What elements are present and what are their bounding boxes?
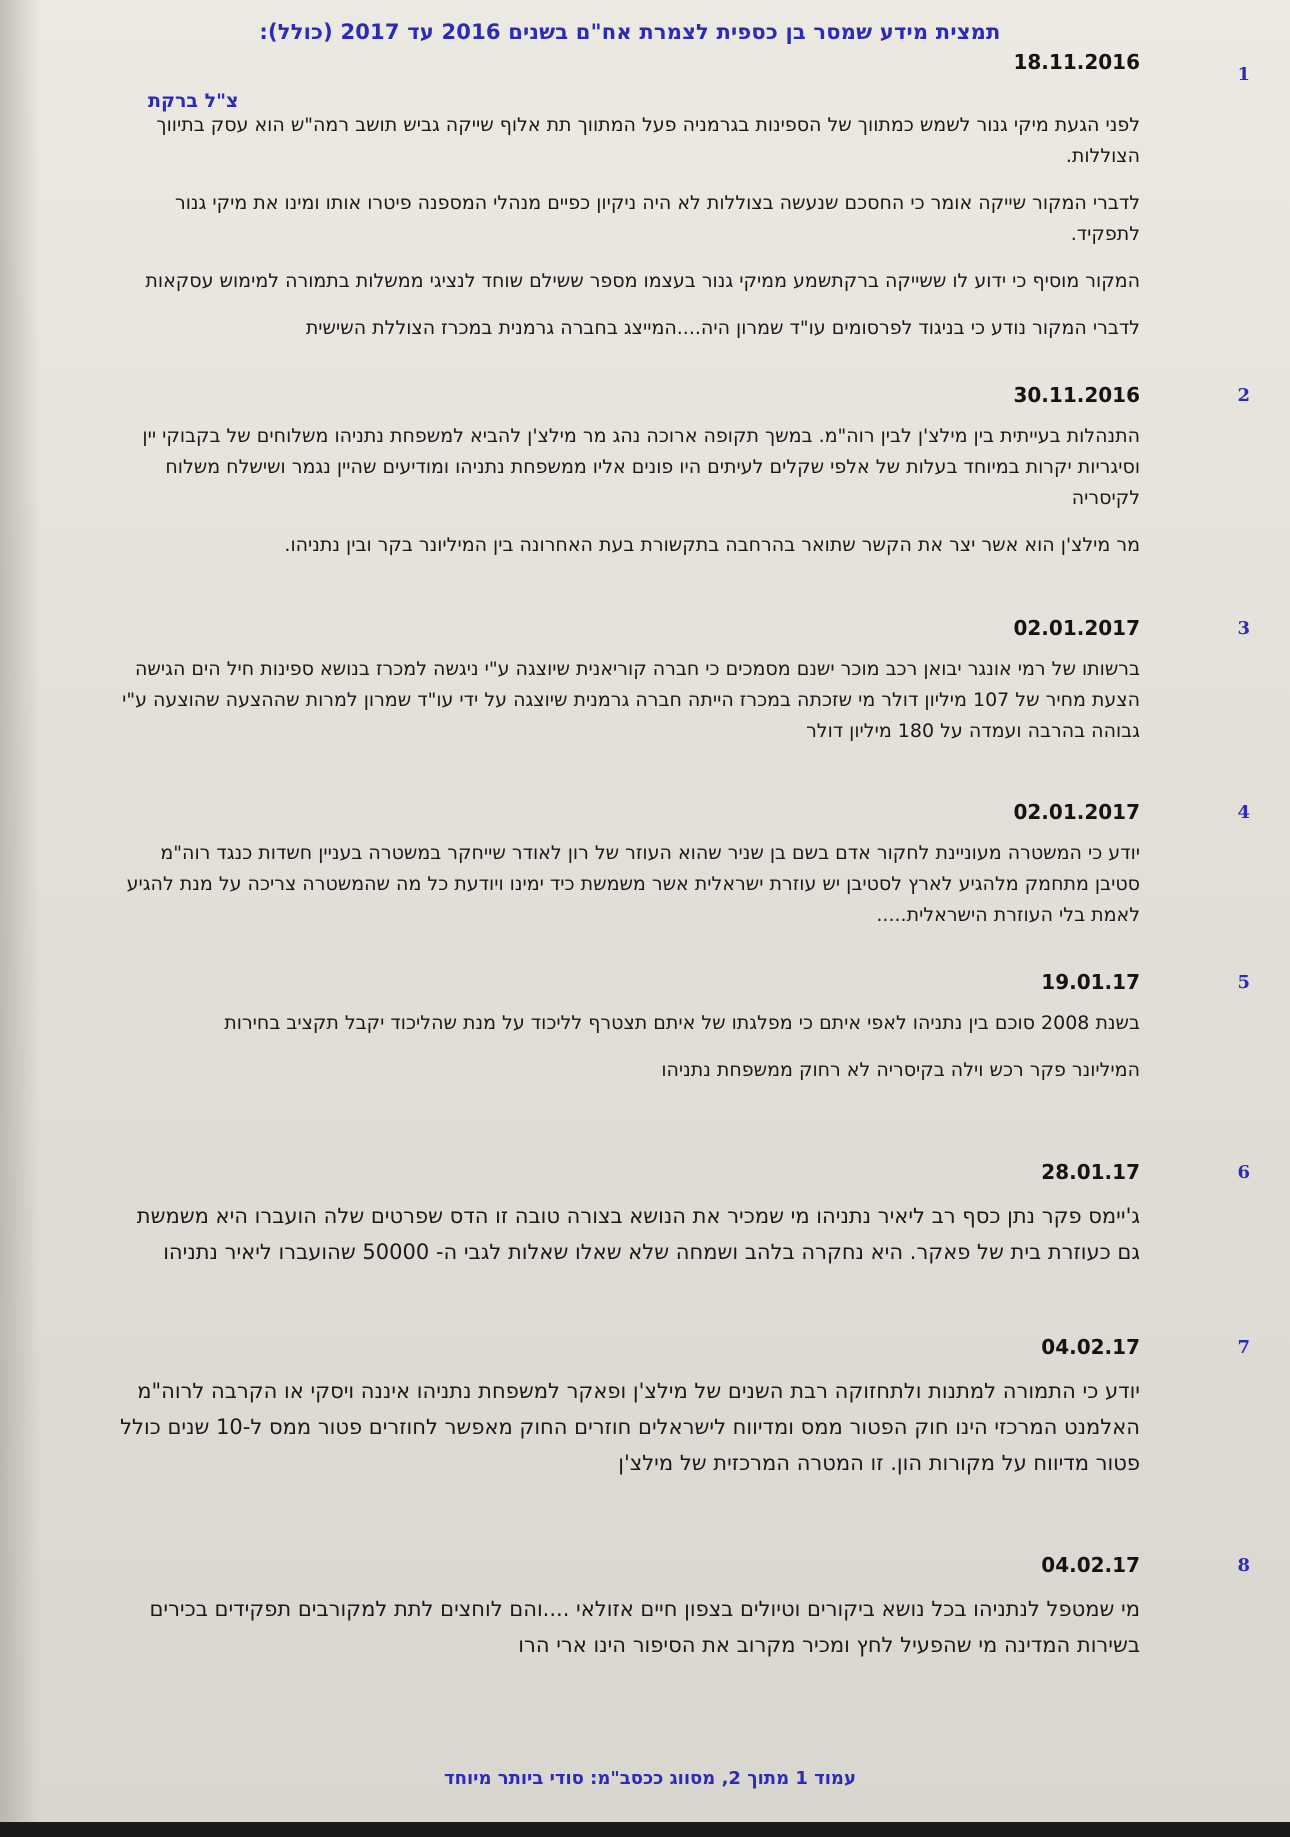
entry-paragraph: המקור מוסיף כי ידוע לו ששייקה ברקתשמע ממיקי גנור בעצמו מספר ששילם שוחד לנציגי ממשלות בתמורה למימוש עסקאות xyxy=(145,270,1140,292)
entry-7 xyxy=(120,1335,1250,1497)
entry-date: 04.02.17 xyxy=(1041,1553,1140,1577)
entry-paragraph: לדברי המקור שייקה אומר כי החסכם שנעשה בצוללות לא היה ניקיון כפיים מנהלי המספנה פיטרו אותו ומינו את מיקי גנור לתפקיד. xyxy=(174,192,1140,245)
entry-4 xyxy=(120,800,1250,947)
entry-number: 7 xyxy=(1237,1337,1250,1358)
entry-number: 4 xyxy=(1237,802,1250,823)
entry-date: 02.01.2017 xyxy=(1013,616,1140,640)
entry-paragraph: יודע כי התמורה למתנות ולתחזוקה רבת השנים של מילצ'ן ופאקר למשפחת נתניהו איננה ויסקי או הקרבה לרוה"מ האלמנט המרכזי הינו חוק הפטור ממס ומדיווח לישראלים חוזרים החוק מאפשר לחוזרים פטור ממס ל-10 שנים כולל פטור מדיווח על מקורות הון. זו המטרה המרכזית של מילצ'ן xyxy=(120,1379,1140,1475)
entry-paragraph: לפני הגעת מיקי גנור לשמש כמתווך של הספינות בגרמניה פעל המתווך תת אלוף שייקה גביש תושב רמה"ש הוא עסק בתיווך הצוללות. xyxy=(156,114,1140,167)
entry-date: 04.02.17 xyxy=(1041,1335,1140,1359)
page-shadow xyxy=(0,0,40,1837)
entry-paragraph: התנהלות בעייתית בין מילצ'ן לבין רוה"מ. במשך תקופה ארוכה נהג מר מילצ'ן להביא למשפחת נתניהו משלוחים של בקבוקי יין וסיגריות יקרות במיוחד בעלות של אלפי שקלים לעיתים היו פונים אליו ממשפחת נתניהו ומודיעים שהיין נגמר ושישלח משלוח לקיסריה xyxy=(142,425,1140,509)
entry-2 xyxy=(120,383,1250,577)
entry-number: 1 xyxy=(1237,64,1250,85)
entry-paragraph: ברשותו של רמי אונגר יבואן רכב מוכר ישנם מסמכים כי חברה קוריאנית שיוצגה ע"י ניגשה למכרז בנושא ספינות חיל הים הגישה הצעת מחיר של 107 מיליון דולר מי שזכתה במכרז הייתה חברה גרמנית שיוצגה על ידי עו"ד שמרון למרות שההצעה שהוצעה ע"י גבוהה בהרבה ועמדה על 180 מיליון דולר xyxy=(122,658,1140,742)
entry-paragraph: המיליונר פקר רכש וילה בקיסריה לא רחוק ממשפחת נתניהו xyxy=(661,1059,1140,1081)
entry-date: 02.01.2017 xyxy=(1013,800,1140,824)
entry-paragraph: מי שמטפל לנתניהו בכל נושא ביקורים וטיולים בצפון חיים אזולאי ....והם לוחצים לתת למקורבים תפקידים בכירים בשירות המדינה מי שהפעיל לחץ ומכיר מקרוב את הסיפור הינו ארי הרו xyxy=(149,1597,1140,1657)
entry-paragraph: ג'יימס פקר נתן כסף רב ליאיר נתניהו מי שמכיר את הנושא בצורה טובה זו הדס שפרטים שלה הועברו היא משמשת גם כעוזרת בית של פאקר. היא נחקרה בלהב ושמחה שלא שאלו שאלות לגבי ה- 50000 שהועברו ליאיר נתניהו xyxy=(136,1204,1140,1264)
document-header: תמצית מידע שמסר בן כספית לצמרת אח"ם בשנים 2016 עד 2017 (כולל): xyxy=(259,20,1001,44)
entry-date: 18.11.2016 xyxy=(1013,50,1140,74)
bottom-edge xyxy=(0,1822,1290,1837)
entry-date: 28.01.17 xyxy=(1041,1160,1140,1184)
entry-number: 3 xyxy=(1237,618,1250,639)
entry-8 xyxy=(120,1553,1250,1679)
entry-1 xyxy=(120,50,1250,360)
entry-paragraph: מר מילצ'ן הוא אשר יצר את הקשר שתואר בהרחבה בתקשורת בעת האחרונה בין המיליונר בקר ובין נתניהו. xyxy=(284,534,1140,556)
entry-number: 8 xyxy=(1237,1555,1250,1576)
entry-5 xyxy=(120,970,1250,1102)
entry-paragraph: יודע כי המשטרה מעוניינת לחקור אדם בשם בן שניר שהוא העוזר של רון לאודר שייחקר במשטרה בעניין חשדות כנגד רוה"מ סטיבן מתחמק מלהגיע לארץ לסטיבן יש עוזרת ישראלית אשר משמשת כיד ימינו ויודעת כל מה שהמשטרה צריכה על מנת להגיע לאמת בלי העוזרת הישראלית..... xyxy=(126,842,1140,926)
entry-paragraph: בשנת 2008 סוכם בין נתניהו לאפי איתם כי מפלגתו של איתם תצטרף לליכוד על מנת שהליכוד יקבל תקציב בחירות xyxy=(224,1012,1140,1034)
entry-3 xyxy=(120,616,1250,763)
entry-6 xyxy=(120,1160,1250,1286)
entry-number: 5 xyxy=(1237,972,1250,993)
entry-paragraph: לדברי המקור נודע כי בניגוד לפרסומים עו"ד שמרון היה....המייצג בחברה גרמנית במכרז הצוללת השישית xyxy=(305,317,1140,339)
classification-footer: עמוד 1 מתוך 2, מסווג ככסב"מ: סודי ביותר מיוחד xyxy=(444,1768,856,1789)
entry-date: 30.11.2016 xyxy=(1013,383,1140,407)
entry-number: 6 xyxy=(1237,1162,1250,1183)
handwritten-note: צ"ל ברקת xyxy=(148,90,239,112)
entry-number: 2 xyxy=(1237,385,1250,406)
entry-date: 19.01.17 xyxy=(1041,970,1140,994)
